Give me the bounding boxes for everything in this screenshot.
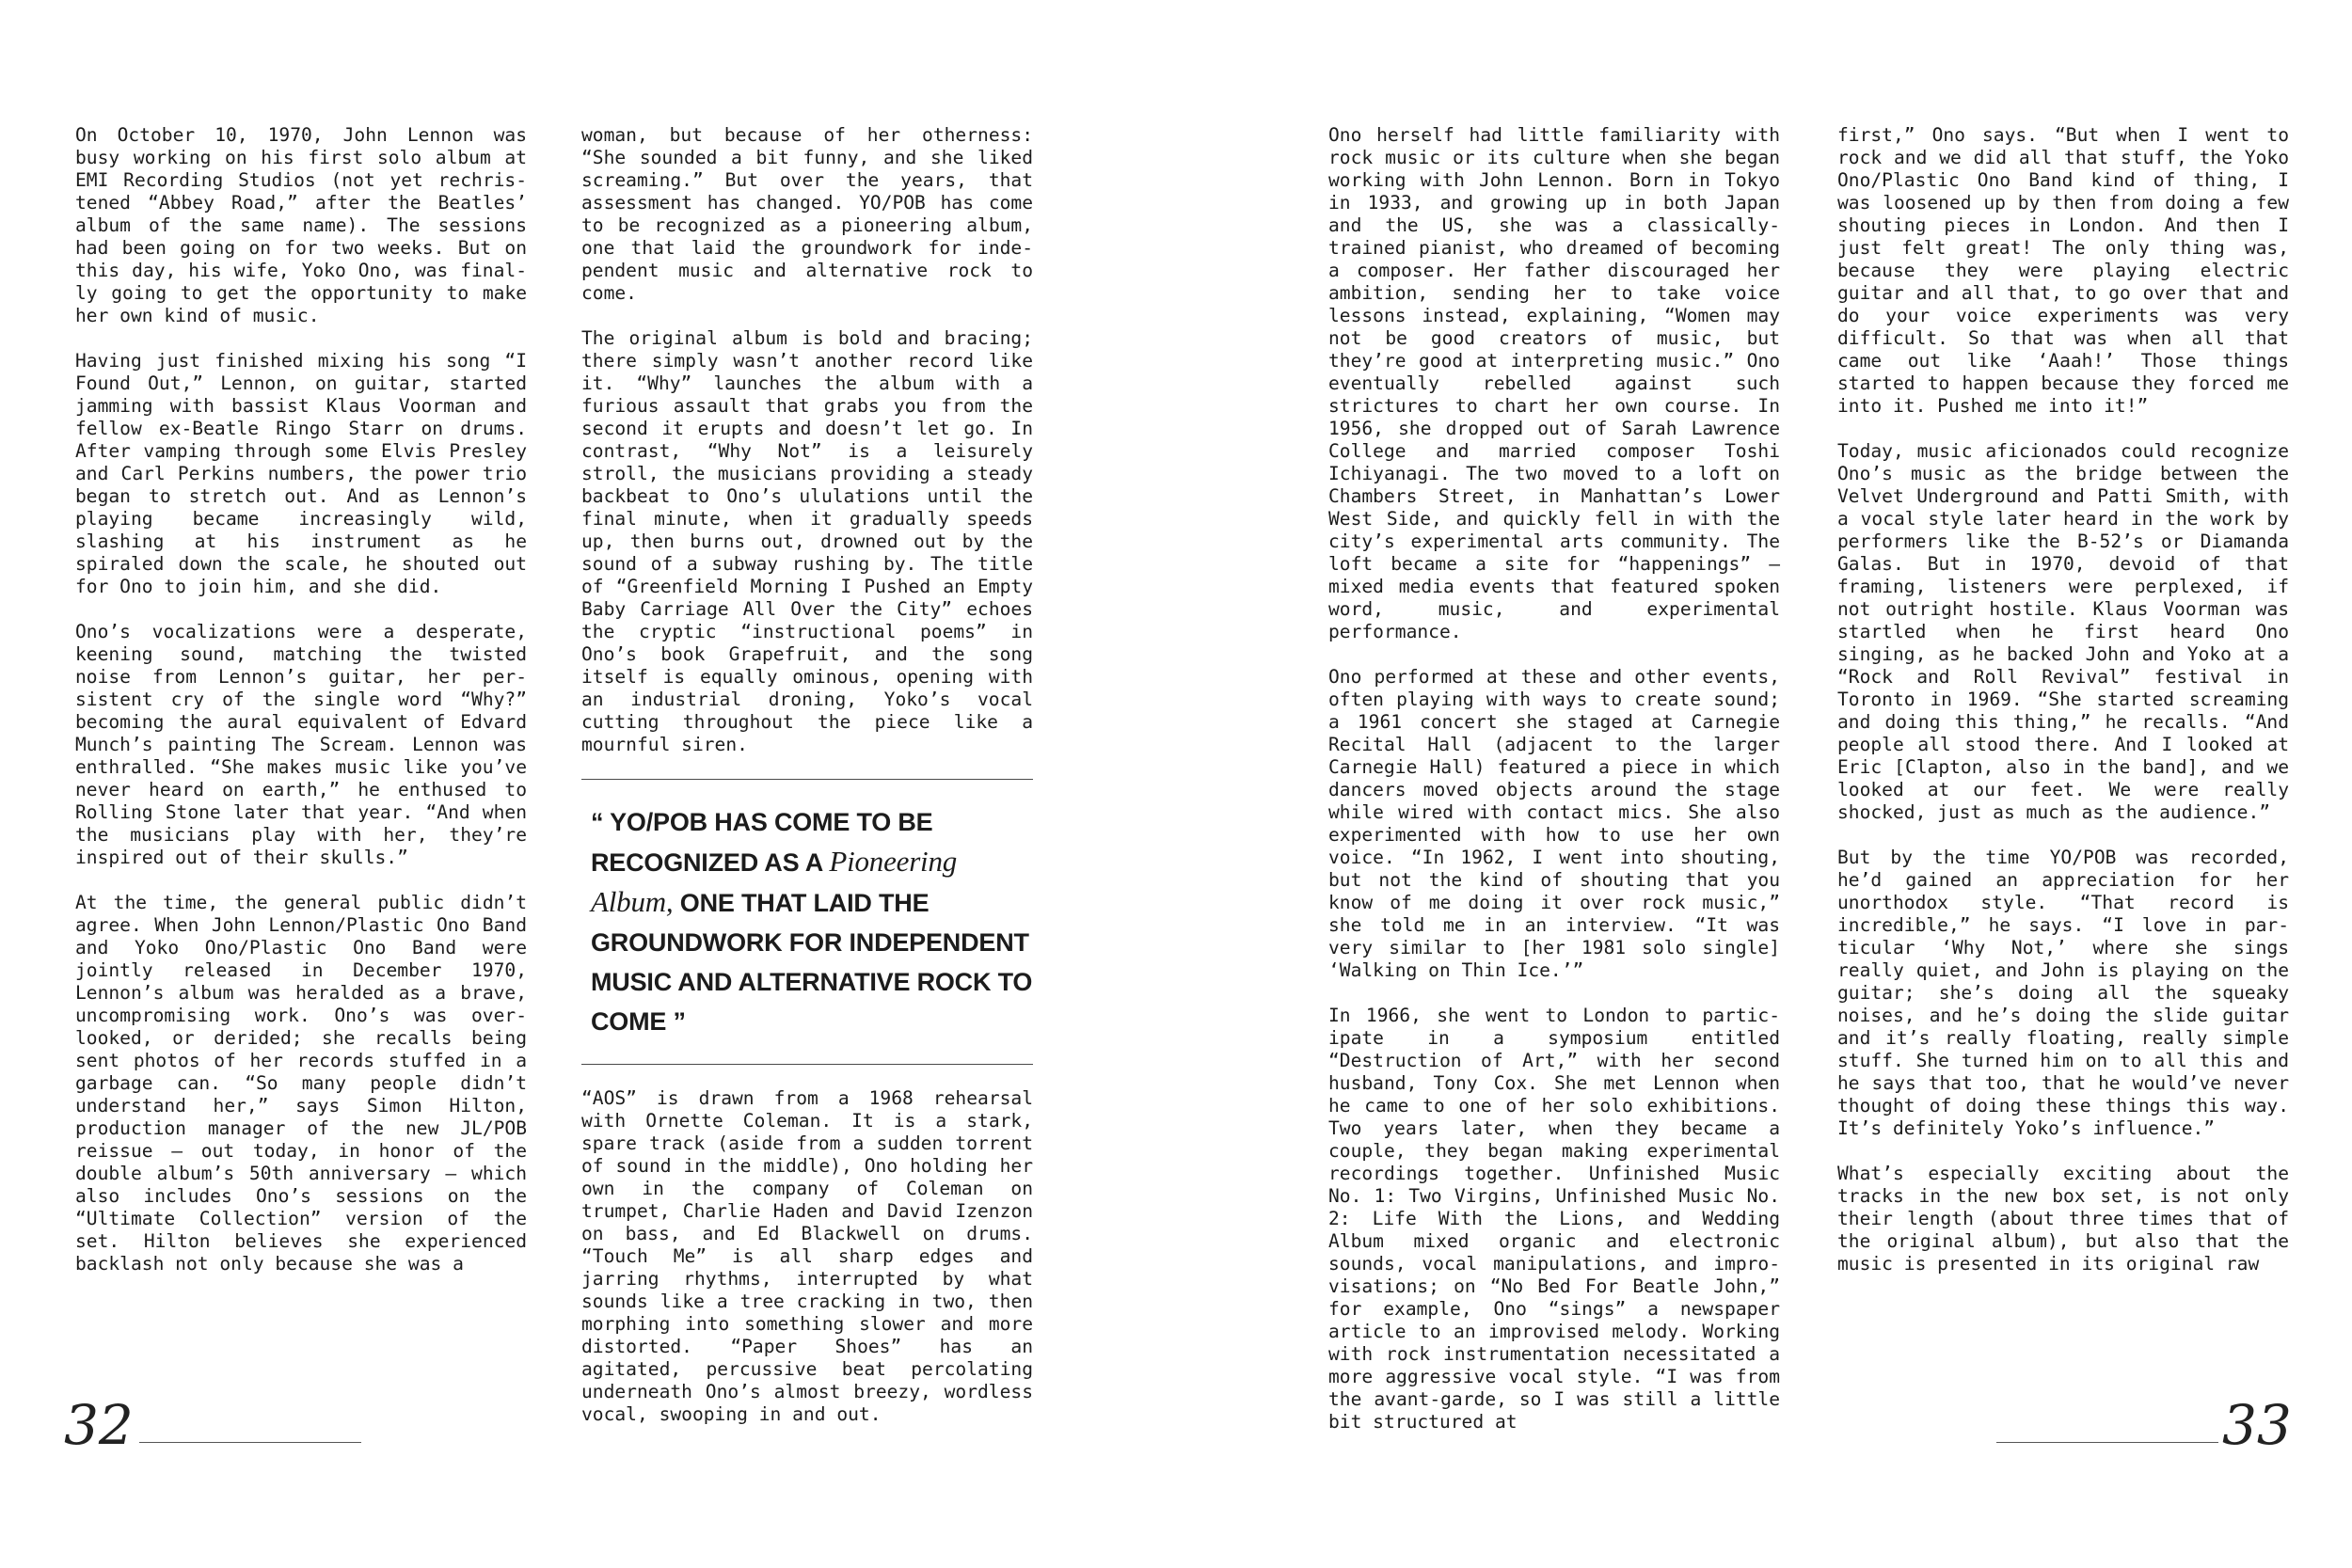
page-number-left: 32 xyxy=(64,1393,134,1457)
pull-quote xyxy=(581,779,1033,1065)
paragraph: woman, but because of her otherness: “She sounded a bit funny, and she liked screaming.” But over the years, that assessment has changed. YO/POB has come to be recognized as a pioneering album, one that laid the groundwork for independent music and alternative rock to come. xyxy=(581,124,1033,304)
paragraph: But by the time YO/POB was recorded, he’d gained an appreciation for her unorthodox style. “That record is incredible,” he says. “I love in particular ‘Why Not,’ where she sings really quiet, and John is playing on the guitar; she’s doing all the squeaky noises, and he’s doing the slide guitar and it’s really floating, really simple stuff. She turned him on to all this and he says that too, that he would’ve never thought of doing these things this way. It’s definitely Yoko’s influence.” xyxy=(1837,847,2289,1139)
paragraph: Ono herself had little familiarity with rock music or its culture when she began working with John Lennon. Born in Tokyo in 1933, and growing up in both Japan and the US, she was a classically-trained pianist, who dreamed of becoming a composer. Her father discouraged her ambition, sending her to take voice lessons instead, explaining, “Women may not be good creators of music, but they’re good at interpreting music.” Ono eventually rebelled against such strictures to chart her own course. In 1956, she dropped out of Sarah Lawrence College and married composer Toshi Ichiyanagi. The two moved to a loft on Chambers Street, in Manhattan’s Lower West Side, and quickly fell in with the city’s experimental arts community. The loft became a site for “happenings” – mixed media events that featured spoken word, music, and experimental performance. xyxy=(1328,124,1780,642)
folio-rule-left xyxy=(139,1442,361,1443)
paragraph: In 1966, she went to London to participate in a symposium entitled “Destruction of Art,” with her second husband, Tony Cox. She met Lennon when he came to one of her solo exhibitions. Two years later, when they became a couple, they began making experimental recordings together. Unfinished Music No. 1: Two Virgins, Unfinished Music No. 2: Life With the Lions, and Wedding Album mixed organic and electronic sounds, vocal manipulations, and improvisations; on “No Bed For Beatle John,” for example, Ono “sings” a newspaper article to an improvised melody. Working with rock instrumentation necessitated a more aggressive vocal style. “I was from the avant-garde, so I was still a little bit structured at xyxy=(1328,1005,1780,1433)
folio-rule-right xyxy=(1996,1442,2218,1443)
paragraph: first,” Ono says. “But when I went to rock and we did all that stuff, the Yoko Ono/Plastic Ono Band kind of thing, I was loosened up by then from doing a few shouting pieces in London. And then I just felt great! The only thing was, because they were playing electric guitar and all that, to go over that and do your voice experiments was very difficult. So that was when all that came out like ‘Aaah!’ Those things started to happen because they forced me into it. Pushed me into it!” xyxy=(1837,124,2289,417)
left-page-column-2 xyxy=(581,124,1033,1449)
paragraph: What’s especially exciting about the tracks in the new box set, is not only their length (about three times that of the original album), but also that the music is presented in its original raw xyxy=(1837,1163,2289,1275)
paragraph: At the time, the general public didn’t agree. When John Lennon/Plastic Ono Band and Yoko Ono/Plastic Ono Band were jointly released in December 1970, Lennon’s album was heralded as a brave, uncompromising work. Ono’s was overlooked, or derided; she recalls being sent photos of her records stuffed in a garbage can. “So many people didn’t understand her,” says Simon Hilton, production manager of the new JL/POB reissue – out today, in honor of the double album’s 50th anniversary – which also includes Ono’s sessions on the “Ultimate Collection” version of the set. Hilton believes she experienced backlash not only because she was a xyxy=(75,892,527,1275)
paragraph: Today, music aficionados could recognize Ono’s music as the bridge between the Velvet Underground and Patti Smith, with a vocal style later heard in the work by performers like the B-52’s or Diamanda Galas. But in 1970, devoid of that framing, listeners were perplexed, if not outright hostile. Klaus Voorman was startled when he first heard Ono singing, as he backed John and Yoko at a “Rock and Roll Revival” festival in Toronto in 1969. “She started screaming and doing this thing,” he recalls. “And people all stood there. And I looked at Eric [Clapton, also in the band], and we looked at our feet. We were really shocked, just as much as the audience.” xyxy=(1837,440,2289,823)
paragraph: “AOS” is drawn from a 1968 rehearsal with Ornette Coleman. It is a stark, spare track (aside from a sudden torrent of sound in the middle), Ono holding her own in the company of Coleman on trumpet, Charlie Haden and David Izenzon on bass, and Ed Blackwell on drums. “Touch Me” is all sharp edges and jarring rhythms, interrupted by what sounds like a tree cracking in two, then morphing into something slower and more distorted. “Paper Shoes” has an agitated, percussive beat percolating underneath Ono’s almost breezy, wordless vocal, swooping in and out. xyxy=(581,1087,1033,1425)
paragraph: On October 10, 1970, John Lennon was busy working on his first solo album at EMI Recording Studios (not yet rechristened “Abbey Road,” after the Beatles’ album of the same name). The sessions had been going on for two weeks. But on this day, his wife, Yoko Ono, was finally going to get the opportunity to make her own kind of music. xyxy=(75,124,527,326)
pull-quote-text: “ YO/POB HAS COME TO BE RECOGNIZED AS A xyxy=(591,808,933,877)
paragraph: The original album is bold and bracing; there simply wasn’t another record like it. “Why” launches the album with a furious assault that grabs you from the second it erupts and doesn’t let go. In contrast, “Why Not” is a leisurely stroll, the musicians providing a steady backbeat to Ono’s ululations until the final minute, when it gradually speeds up, then burns out, drowned out by the sound of a subway rushing by. The title of “Greenfield Morning I Pushed an Empty Baby Carriage All Over the City” echoes the cryptic “instructional poems” in Ono’s book Grapefruit, and the song itself is equally ominous, opening with an industrial droning, Yoko’s vocal cutting throughout the piece like a mournful siren. xyxy=(581,327,1033,755)
left-page-column-1 xyxy=(75,124,527,1298)
paragraph: Having just finished mixing his song “I Found Out,” Lennon, on guitar, started jamming with bassist Klaus Voorman and fellow ex-Beatle Ringo Starr on drums. After vamping through some Elvis Presley and Carl Perkins numbers, the power trio began to stretch out. And as Lennon’s playing became increasingly wild, slashing at his instrument as he spiraled down the scale, he shouted out for Ono to join him, and she did. xyxy=(75,350,527,597)
pull-quote-emphasis: Pioneering Album, xyxy=(591,845,958,918)
paragraph: Ono performed at these and other events, often playing with ways to create sound; a 1961 concert she staged at Carnegie Recital Hall (adjacent to the larger Carnegie Hall) featured a piece in which dancers moved objects around the stage while wired with contact mics. She also experimented with how to use her own voice. “In 1962, I went into shouting, but not the kind of shouting that you know of me doing it over rock music,” she told me in an interview. “It was very similar to [her 1981 solo single] ‘Walking on Thin Ice.’” xyxy=(1328,666,1780,981)
page-number-right: 33 xyxy=(2222,1393,2292,1457)
pull-quote-text-end: ONE THAT LAID THE GROUNDWORK FOR INDEPENDENT MUSIC AND ALTERNATIVE ROCK TO COME ” xyxy=(591,889,1033,1036)
right-page-column-1 xyxy=(1328,124,1780,1456)
right-page-column-2 xyxy=(1837,124,2289,1298)
paragraph: Ono’s vocalizations were a desperate, keening sound, matching the twisted noise from Lennon’s guitar, her persistent cry of the single word “Why?” becoming the aural equivalent of Edvard Munch’s painting The Scream. Lennon was enthralled. “She makes music like you’ve never heard on earth,” he enthused to Rolling Stone later that year. “And when the musicians play with her, they’re inspired out of their skulls.” xyxy=(75,621,527,868)
